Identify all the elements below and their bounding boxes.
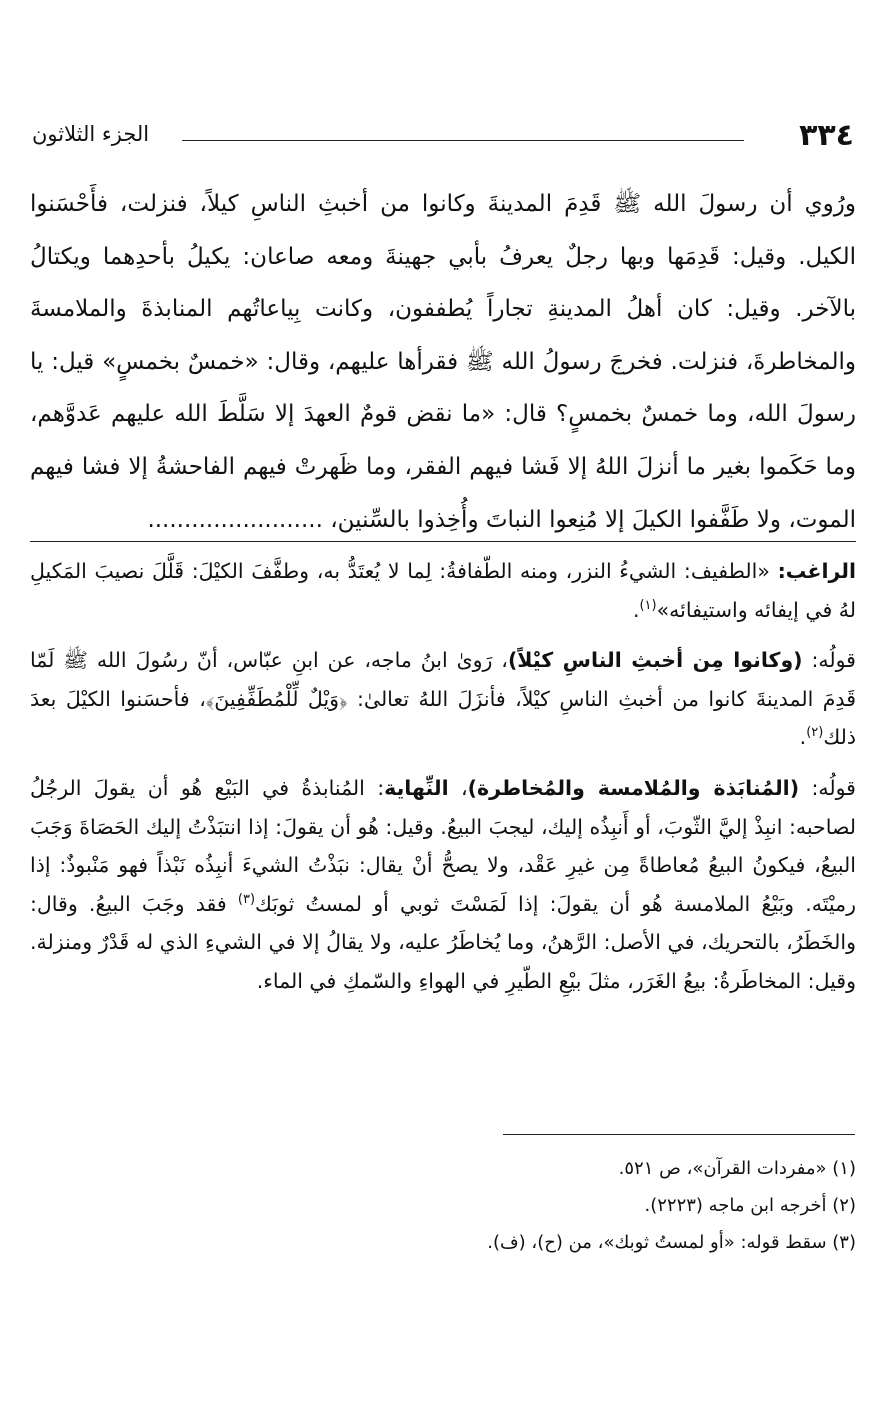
munabadha-text-b: فقد وجَبَ البيعُ. وقال: والخَطَرُ، بالتحريك، في الأصل: الرَّهنُ، وما يُخاطَرُ عليه، ولا يقالُ إلا في الشيءِ الذي له قَدْرٌ ومنزلة. وقيل: المخاطَرةُ: بيعُ الغَرَر، مثلَ بيْعِ الطّيرِ في الهواءِ والسّمكِ في الماء.: [30, 891, 856, 993]
munabadha-text-a: : المُنابذةُ في البَيْع هُو أن يقولَ الرجُلُ لصاحبه: انبِذْ إليَّ الثّوبَ، أو أَنبِذُه إليك، ليجبَ البيعُ. وقيل: هُو أن يقولَ: إذا انتبَذْتُ إليك الحَصَاةَ وَجَبَ البيعُ، فيكونُ البيعُ مُعاطاةً مِن غيرِ عَقْد، ولا يصحُّ أنْ يقال: نبَذْتُ الشيءَ أنبِذُه نَبْذاً فهو مَنْبوذٌ: إذا رميْتَه. وبَيْعُ الملامسة هُو أن يقولَ: إذا لَمَسْتَ ثوبي أو لمستُ ثوبَك: [30, 775, 857, 916]
raghib-end: .: [632, 597, 640, 622]
commentary-paragraph-raghib: [30, 552, 856, 629]
munabadha-lead: قولُه:: [811, 775, 856, 800]
footnote-rule: [503, 1134, 855, 1135]
page-header: [32, 118, 854, 158]
section-separator: [30, 541, 856, 542]
commentary-paragraph-munabadha: [30, 769, 856, 1001]
munabadha-source: النِّهاية: [384, 775, 449, 800]
footnote-2: (٢) أخرجه ابن ماجه (٢٢٢٣).: [644, 1195, 856, 1216]
footnote-ref-1[interactable]: (١): [639, 597, 657, 613]
raghib-text: «الطفيف: الشيءُ النزر، ومنه الطّفافةُ: لِما لا يُعتَدُّ به، وطفَّفَ الكيْلَ: قَلَّلَ نصيبَ المَكيلِ لهُ في إيفائه واستيفائه»: [30, 559, 856, 622]
kayl-text: ، رَوىٰ ابنُ ماجه، عن ابنِ عبّاس، أنّ رسُولَ الله ﷺ لَمّا قَدِمَ المدينةَ كانوا من أخبثِ الناسِ كيْلاً، فأنزَلَ اللهُ تعالىٰ: ﴿وَيْلٌ لِّلْمُطَفِّفِينَ﴾، فأحسَنوا الكيْلَ بعدَ ذلك: [30, 648, 856, 750]
footnote-ref-2[interactable]: (٢): [806, 725, 824, 741]
running-title: الجزء الثلاثون: [32, 122, 150, 146]
kayl-quote: (وكانوا مِن أخبثِ الناسِ كيْلاً): [507, 648, 803, 673]
footnote-1: (١) «مفردات القرآن»، ص ٥٢١.: [618, 1158, 856, 1179]
kayl-end: .: [799, 725, 807, 750]
page-number: ٣٣٤: [799, 118, 854, 153]
commentary-block: [30, 552, 856, 1013]
main-text-block: [30, 178, 856, 546]
header-rule: [182, 140, 744, 141]
footnote-3: (٣) سقط قوله: «أو لمستُ ثوبك»، من (ح)، (ف).: [487, 1232, 856, 1253]
main-paragraph: ورُوي أن رسولَ الله ﷺ قَدِمَ المدينةَ وكانوا من أخبثِ الناسِ كيلاً، فنزلت، فأَحْسَنوا الكيل. وقيل: قَدِمَها وبها رجلٌ يعرفُ بأبي جهينةَ ومعه صاعان: يكيلُ بأحدِهما ويكتالُ بالآخر. وقيل: كان أهلُ المدينةِ تجاراً يُطففون، وكانت بِياعاتُهم المنابذةَ والملامسةَ والمخاطرةَ، فنزلت. فخرجَ رسولُ الله ﷺ فقرأها عليهم، وقال: «خمسٌ بخمسٍ» قيل: يا رسولَ الله، وما خمسٌ بخمسٍ؟ قال: «ما نقض قومٌ العهدَ إلا سَلَّطَ الله عليهم عَدوَّهم، وما حَكَموا بغير ما أنزلَ اللهُ إلا فَشا فيهم الفقر، وما ظَهرتْ فيهم الفاحشةُ إلا فشا فيهم الموت، ولا طَفَّفوا الكيلَ إلا مُنِعوا النباتَ وأُخِذوا بالسِّنين، ........................: [30, 191, 856, 533]
footnotes-block: [30, 1150, 856, 1261]
munabadha-sep: ،: [460, 775, 468, 800]
commentary-paragraph-kayl: [30, 641, 856, 757]
munabadha-quote: (المُنابَذة والمُلامسة والمُخاطرة): [467, 775, 800, 800]
footnote-ref-3[interactable]: (٣): [237, 891, 256, 907]
kayl-lead: قولُه:: [811, 648, 856, 673]
raghib-label: الراغب:: [777, 559, 856, 583]
